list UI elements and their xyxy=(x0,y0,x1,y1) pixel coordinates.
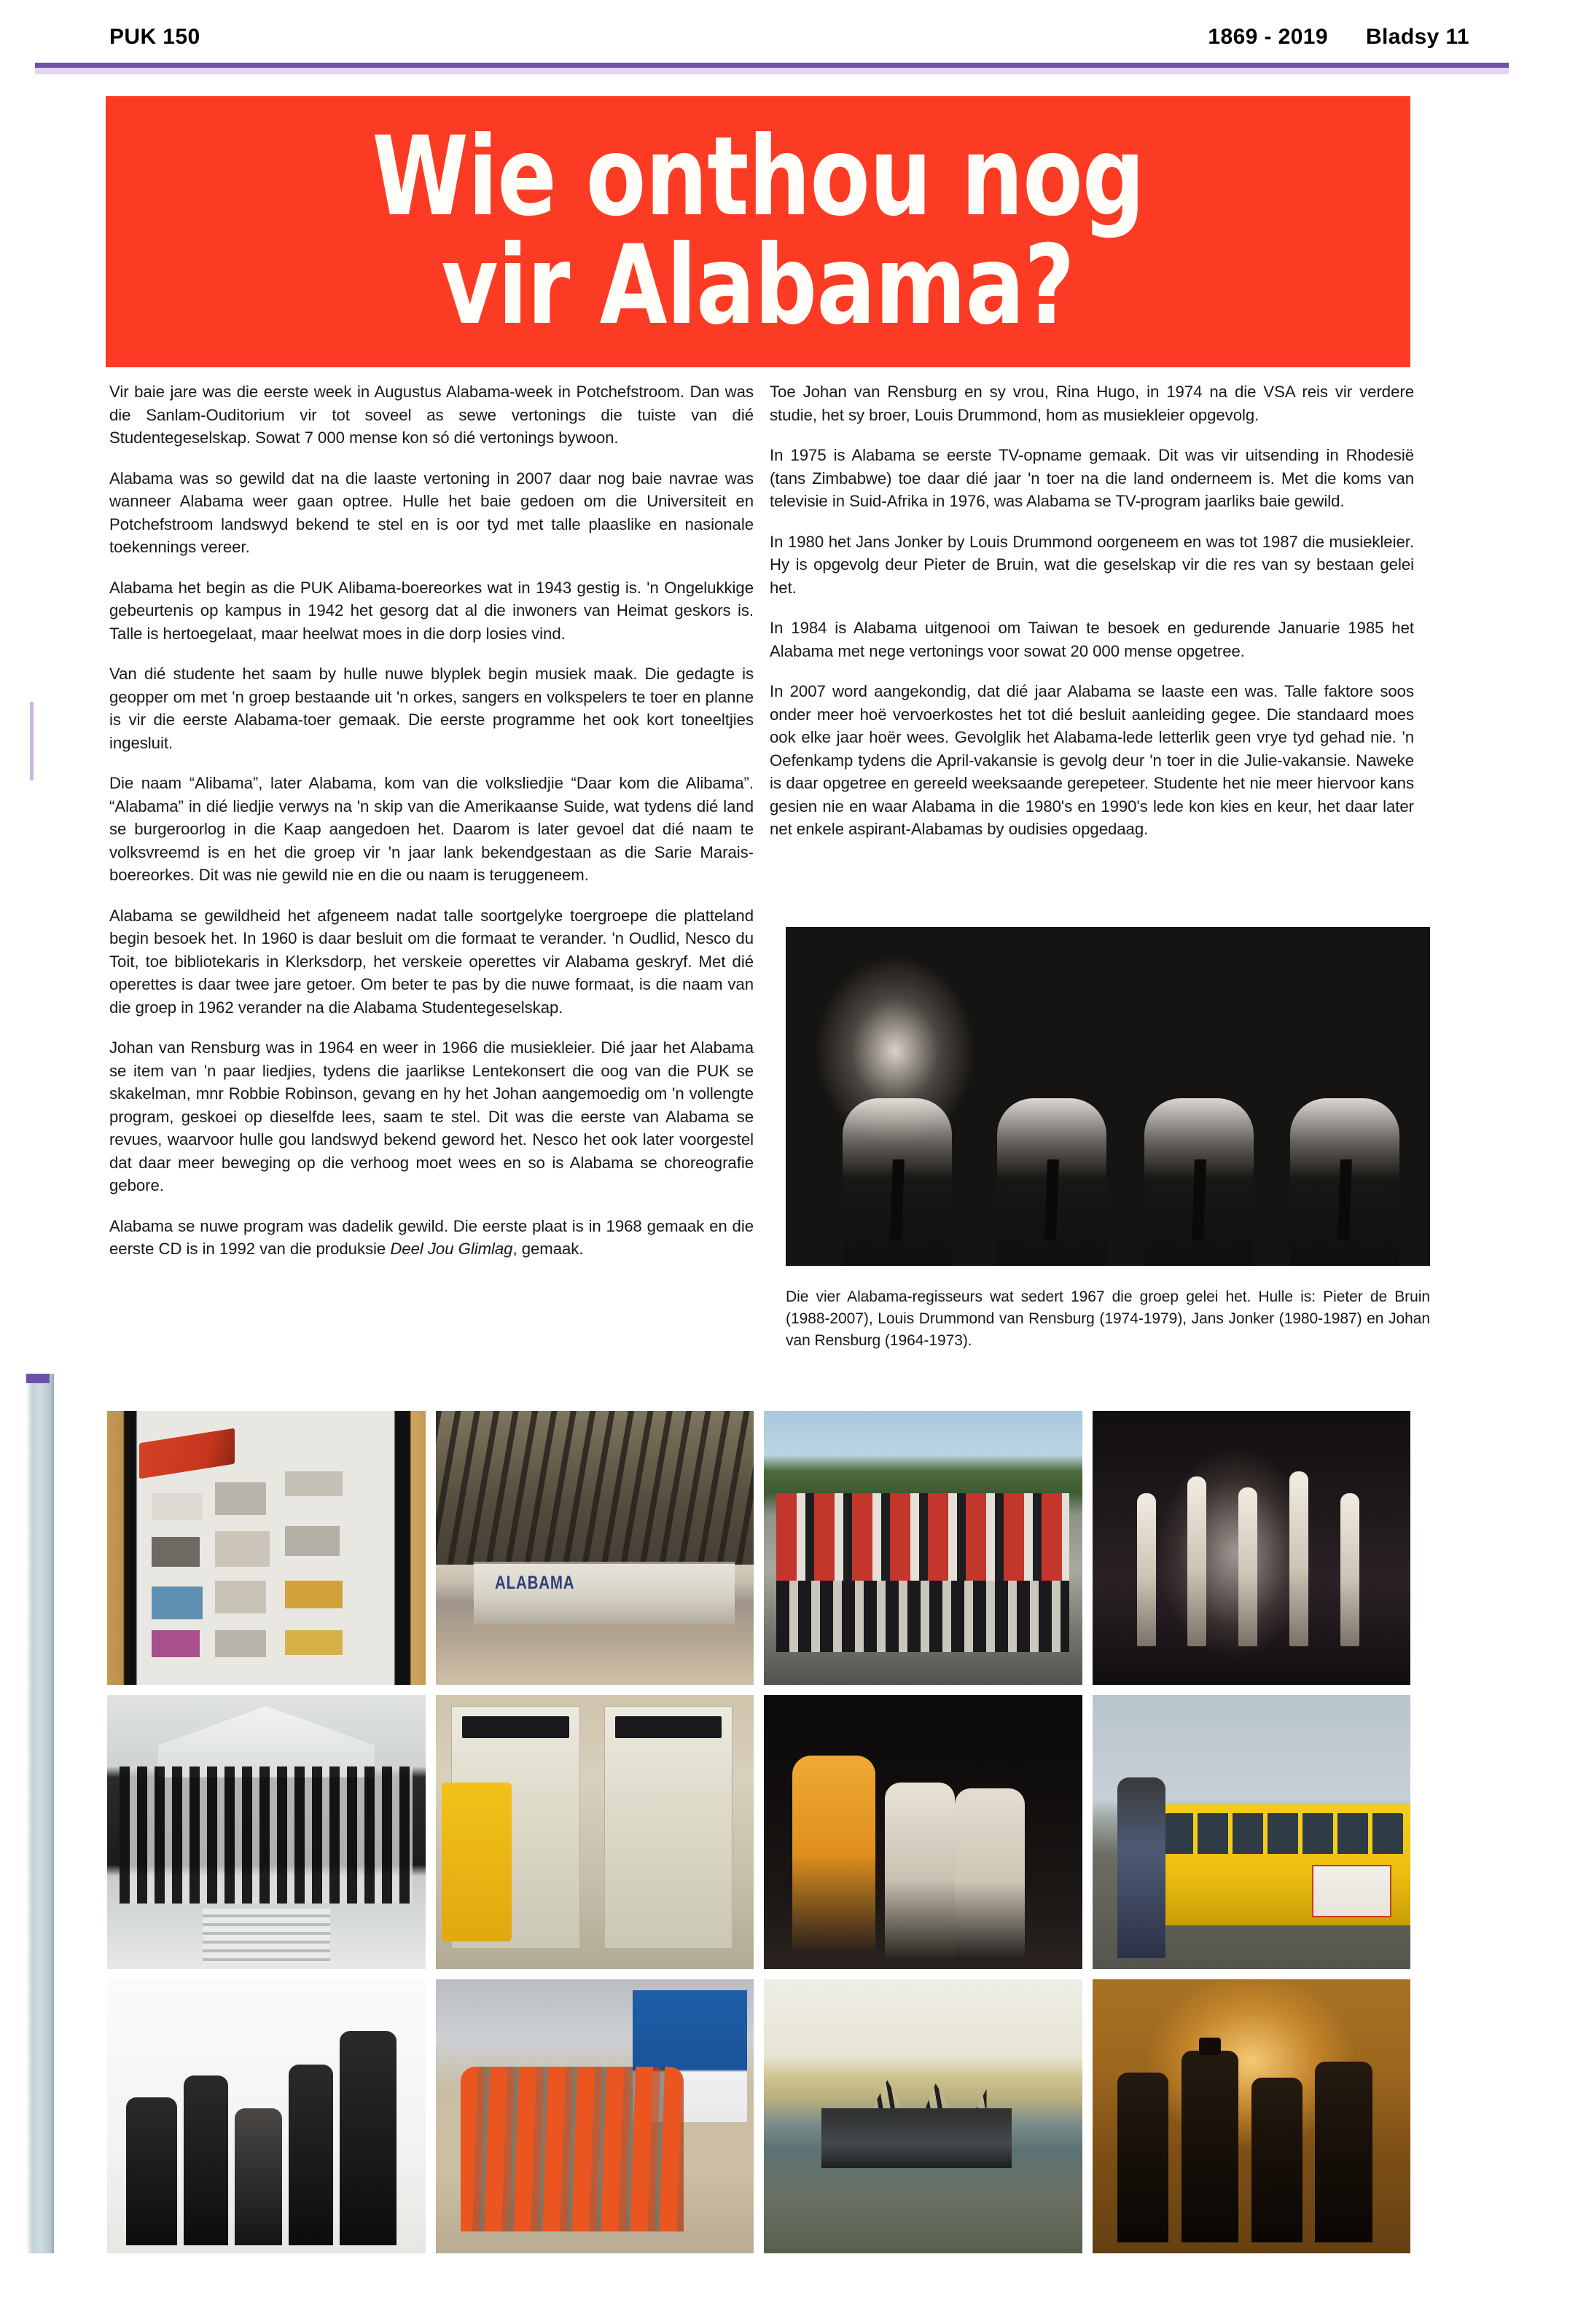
article-title-banner xyxy=(106,96,1410,367)
header-page-number: Bladsy 11 xyxy=(1365,25,1469,49)
dancer-figure xyxy=(1251,2078,1302,2242)
person-figure xyxy=(885,1783,955,1958)
board-cell xyxy=(152,1586,203,1619)
four-alabama-directors-photo xyxy=(786,927,1430,1266)
board-cell xyxy=(152,1630,199,1658)
paragraph: Toe Johan van Rensburg en sy vrou, Rina Hugo, in 1974 na die VSA reis vir verdere studie, het sy broer, Louis Drummond, hom as musiekleier opgevolg. xyxy=(770,383,1414,424)
top-hat-shape xyxy=(1199,2038,1221,2055)
performer-figure xyxy=(289,2065,333,2245)
dancer-figure xyxy=(1289,1471,1308,1647)
yellow-alabama-kombi-bus xyxy=(1093,1695,1411,1969)
paragraph: In 2007 word aangekondig, dat dié jaar Alabama se laaste een was. Talle faktore soos onder meer hoë vervoerkostes het tot dié besluit aanleiding gegee. Die standaard moes ook elke jaar hoër wees. Gevolglik het Alabama-lede letterlik geen vrye tyd gehad nie. 'n Oefenkamp tydens die April-vakansie is gevolg deur 'n toer in die Julie-vakansie. Naweke is daar opgetree en gereeld weeksaande gerepeteer. Studente het nie meer hiervoor kans gesien nie en waar Alabama in die 1980's en 1990's lede kon kies en keur, het daar later net enkele aspirant-Alabamas by oudisies opgedaag. xyxy=(770,682,1414,838)
performer-figure xyxy=(184,2075,228,2245)
paragraph-with-album-title xyxy=(109,1215,754,1261)
group-photo-on-steps xyxy=(107,1695,426,1969)
header-right-group xyxy=(1208,25,1469,50)
article-column-left xyxy=(109,380,754,1261)
board-cell xyxy=(285,1581,343,1608)
crowd-legs-band xyxy=(776,1581,1069,1652)
framed-alabama-poster-board xyxy=(107,1411,426,1685)
dancer-figure xyxy=(1181,2051,1239,2242)
paragraph: Die naam “Alibama”, later Alabama, kom van die volksliedjie “Daar kom die Alibama”. “Alabama” in dié liedjie verwys na 'n skip van die Amerikaanse Suide, wat tydens dié land se burgeroorlog in die Kaap aangedoen het. Daarom is later gevoel dat dié naam te volksvreemd is en het die groep vir 'n jaar lank bekendgestaan as die Sarie Marais-boereorkes. Dit was nie gewild nie en die ou naam is teruggeneem. xyxy=(109,774,754,884)
director-figure xyxy=(1144,1098,1254,1266)
seated-rows xyxy=(120,1767,413,1904)
person-figure xyxy=(792,1756,875,1953)
directors-photo-caption: Die vier Alabama-regisseurs wat sedert 1967 die groep gelei het. Hulle is: Pieter de Bruin (1988-2007), Louis Drummond van Rensburg (1974-1979), Jans Jonker (1980-1987) en Johan van Rensburg (1964-1973). xyxy=(786,1288,1430,1349)
dancer-figure xyxy=(1340,1493,1359,1647)
board-cell xyxy=(152,1493,203,1521)
show-poster xyxy=(604,1706,733,1949)
album-title: Deel Jou Glimlag xyxy=(390,1240,513,1258)
paragraph: Alabama was so gewild dat na die laaste vertoning in 2007 daar nog baie navrae was wanneer Alabama weer gaan optree. Hulle het baie gedoen om die Universiteit en Potchefstroom landswyd bekend te stel en is oor tyd met talle plaaslike en nasionale toekennings vereer. xyxy=(109,469,754,556)
necktie-shape xyxy=(1192,1159,1206,1240)
alabama-logo-shape xyxy=(139,1428,235,1479)
performer-figure xyxy=(235,2108,282,2245)
paragraph: In 1975 is Alabama se eerste TV-opname gemaak. Dit was vir uitsending in Rhodesië (tans Zimbabwe) toe daar dié jaar 'n toer na die land onderneem is. Met die koms van televisie in Suid-Afrika in 1976, was Alabama se TV-program jaarliks baie gewild. xyxy=(770,446,1414,510)
stage-platform xyxy=(821,2108,1012,2169)
board-cell xyxy=(152,1537,199,1567)
dancer-figure xyxy=(1315,2062,1372,2242)
director-figure xyxy=(997,1098,1106,1266)
paragraph-text-before-title: Alabama se nuwe program was dadelik gewild. Die eerste plaat is in 1968 gemaak en die eerste CD is in 1992 van die produksie xyxy=(109,1216,754,1258)
dancer-figure xyxy=(1137,1493,1156,1647)
performer-figure xyxy=(126,2097,177,2245)
board-cell xyxy=(285,1526,339,1556)
alabama-tour-truck xyxy=(436,1411,754,1685)
paragraph: Alabama het begin as die PUK Alibama-boereorkes wat in 1943 gestig is. 'n Ongelukkige gebeurtenis op kampus in 1942 het gesorg dat al die inwoners van Heimat geskors is. Talle is hertoegelaat, maar heelwat moes in die dorp losies vind. xyxy=(109,578,754,643)
necktie-shape xyxy=(890,1159,905,1240)
poster-title-bar xyxy=(462,1716,569,1738)
person-figure xyxy=(955,1788,1025,1958)
performer-figure xyxy=(340,2031,397,2245)
banner-title-line-2: vir Alabama? xyxy=(441,222,1075,349)
paragraph: Vir baie jare was die eerste week in Augustus Alabama-week in Potchefstroom. Dan was die Sanlam-Ouditorium vir tot soveel as sewe vertonings die tuiste van dié Studentegeselskap. Sowat 7 000 mense kon só dié vertonings bywoon. xyxy=(109,383,754,447)
cast-members-on-dark-stage xyxy=(764,1695,1082,1969)
paragraph-text-after-title: , gemaak. xyxy=(512,1240,584,1258)
banner-title-line-1: Wie onthou nog xyxy=(372,114,1144,240)
paragraph: Van dié studente het saam by hulle nuwe blyplek begin musiek maak. Die gedagte is geopper om met 'n groep bestaande uit 'n orkes, sangers en volkspelers te toer en planne is vir die eerste Alabama-toer gemaak. Die eerste programme het ook kort toneeltjies ingesluit. xyxy=(109,665,754,752)
board-cell xyxy=(215,1630,266,1658)
header-inner xyxy=(109,25,1469,50)
fantasia-show-posters xyxy=(436,1695,754,1969)
board-cell xyxy=(215,1531,269,1567)
cast-in-red-shirts-outdoors xyxy=(764,1411,1082,1685)
header-divider-rule xyxy=(35,63,1509,68)
cast-in-orange-overalls-street xyxy=(436,1979,754,2253)
side-accent-mark xyxy=(30,702,34,780)
board-cell xyxy=(285,1630,343,1655)
paragraph: Alabama se gewildheid het afgeneem nadat talle soortgelyke toergroepe die platteland begin besoek het. In 1960 is daar besluit om die formaat te verander. 'n Oudlid, Nesco du Toit, toe bibliotekaris in Klerksdorp, het verskeie operettes vir Alabama geskryf. Met dié operettes is daar twee jare getoer. Om beter te pas by die nuwe formaat, is die naam van die groep in 1962 verander na die Alabama Studentegeselskap. xyxy=(109,906,754,1017)
paragraph: Johan van Rensburg was in 1964 en weer in 1966 die musiekleier. Dié jaar het Alabama se item van 'n paar liedjies, tydens die jaarlikse Lentekonsert die oog van die PUK se skakelman, mnr Robbie Robinson, gevang en hy het Johan aangemoedig om 'n vollengte program, geskoei op dieselfde lees, saam te stel. Dit was die eerste van Alabama se revues, waarvoor hulle gou landswyd bekend geword het. Nesco het ook later voorgestel dat daar meer beweging op die verhoog moet wees en so is Alabama se choreografie gebore. xyxy=(109,1038,754,1194)
bus-windows xyxy=(1163,1813,1405,1854)
board-cell xyxy=(285,1471,343,1496)
header-years-range: 1869 - 2019 xyxy=(1208,25,1328,49)
paragraph: In 1980 het Jans Jonker by Louis Drummond oorgeneem en was tot 1987 die musiekleier. Hy is opgevolg deur Pieter de Bruin, wat die geselskap vir die res van sy bestaan gelei het. xyxy=(770,532,1414,597)
director-figure xyxy=(843,1098,952,1266)
left-vertical-strip xyxy=(26,1374,54,2253)
left-vertical-strip-cap xyxy=(26,1374,50,1383)
poster-title-bar xyxy=(615,1716,722,1738)
board-cell xyxy=(215,1581,266,1613)
board-cell xyxy=(215,1482,266,1515)
truck-alabama-lettering: ALABAMA xyxy=(495,1572,575,1593)
stairs xyxy=(203,1909,330,1963)
orange-overall-crowd xyxy=(461,2067,684,2231)
dancers-in-warm-lit-hall xyxy=(1093,1979,1411,2253)
header-divider-rule-soft xyxy=(35,68,1509,74)
costumed-performer xyxy=(442,1783,512,1941)
performers-on-white-background xyxy=(107,1979,426,2253)
photo-gallery-grid xyxy=(107,1411,1410,2253)
director-figure xyxy=(1290,1098,1399,1266)
dancer-figure xyxy=(1187,1476,1206,1646)
article-column-right xyxy=(770,380,1414,841)
paragraph: In 1984 is Alabama uitgenooi om Taiwan te besoek en gedurende Januarie 1985 het Alabama met nege vertonings voor sowat 20 000 mense opgetree. xyxy=(770,619,1414,660)
dancer-figure xyxy=(1117,2073,1168,2242)
tree-line xyxy=(436,1411,754,1565)
bus-alabama-decal xyxy=(1312,1865,1391,1917)
header-publication-label: PUK 150 xyxy=(109,25,200,49)
necktie-shape xyxy=(1044,1159,1059,1240)
person-figure xyxy=(1117,1777,1165,1958)
dancer-figure xyxy=(1238,1487,1257,1646)
stage-dancers-in-white xyxy=(1093,1411,1411,1685)
necktie-shape xyxy=(1337,1159,1352,1240)
outdoor-stage-by-the-water xyxy=(764,1979,1082,2253)
article-body xyxy=(109,380,1414,1258)
